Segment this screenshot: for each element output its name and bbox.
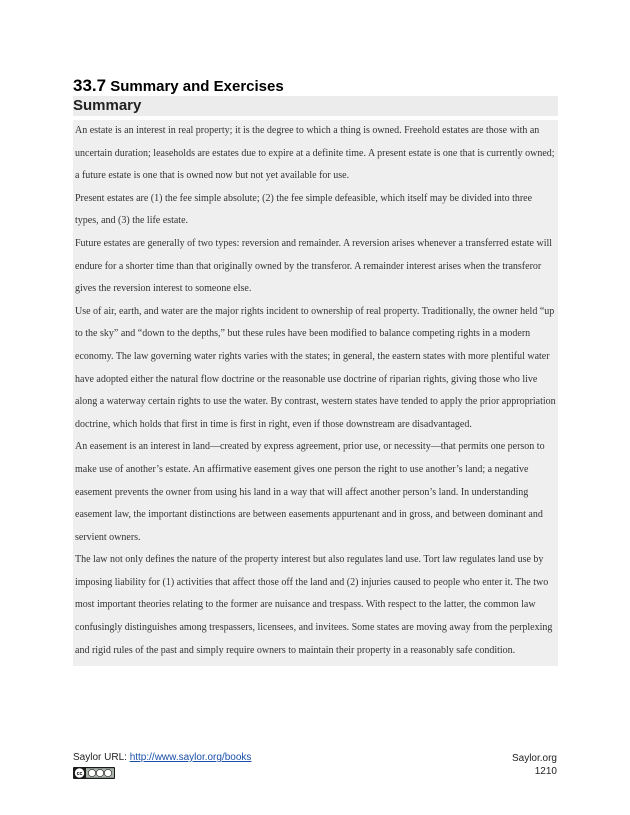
saylor-books-link[interactable]: http://www.saylor.org/books xyxy=(129,752,252,763)
footer-site: Saylor.org xyxy=(511,753,557,764)
summary-body xyxy=(73,120,558,666)
summary-subheading: Summary xyxy=(73,96,558,116)
page-number: 1210 xyxy=(534,766,557,777)
creative-commons-badge xyxy=(73,767,115,779)
paragraph-easements: An easement is an interest in land—created by express agreement, prior use, or necessity—that permits one person to make use of another’s estate. An affirmative easement gives one person the right to use another’s land; a negative easement prevents the owner from using his land in a way that will affect another person’s land. In understanding easement law, the important distinctions are between easements appurtenant and in gross, and between dominant and servient owners. xyxy=(75,441,545,543)
paragraph-present-estates: Present estates are (1) the fee simple absolute; (2) the fee simple defeasible, which itself may be divided into three types, and (3) the life estate. xyxy=(75,192,533,227)
paragraph-future-estates: Future estates are generally of two types: reversion and remainder. A reversion arises whenever a transferred estate will endure for a shorter time than that originally owned by the transferor. A remainder interest arises when the transferor gives the reversion interest to someone else. xyxy=(75,237,553,295)
footer-url xyxy=(73,752,251,763)
paragraph-air-earth-water: Use of air, earth, and water are the major rights incident to ownership of real property. Traditionally, the owner held “up to the sky” and “down to the depths,” but these rules have been modified to balance competing rights in a modern economy. The law governing water rights varies with the states; in general, the eastern states with more plentiful water have adopted either the natural flow doctrine or the reasonable use doctrine of riparian rights, giving those who live along a waterway certain rights to use the water. By contrast, western states have tended to apply the prior appropriation doctrine, which holds that first in time is first in right, even if those downstream are disadvantaged. xyxy=(75,305,556,430)
paragraph-land-use: The law not only defines the nature of the property interest but also regulates land use. Tort law regulates land use by imposing liability for (1) activities that affect those off the land and (2) injuries caused to people who enter it. The two most important theories relating to the former are nuisance and trespass. With respect to the latter, the common law confusingly distinguishes among trespassers, licensees, and invitees. Some states are moving away from the perplexing and rigid rules of the past and simply require owners to maintain their property in a reasonably safe condition. xyxy=(75,554,553,656)
section-number: 33.7 xyxy=(73,76,107,95)
section-heading xyxy=(73,76,284,96)
footer-url-label: Saylor URL: xyxy=(73,752,130,763)
paragraph-estates: An estate is an interest in real property; it is the degree to which a thing is owned. Freehold estates are those with an uncertain duration; leaseholds are estates due to expire at a definite time. A present estate is one that is currently owned; a future estate is one that is owned now but not yet available for use. xyxy=(75,125,555,182)
section-title: Summary and Exercises xyxy=(110,78,284,95)
cc-badge-text: cc xyxy=(76,771,83,777)
footer-right xyxy=(512,752,557,778)
